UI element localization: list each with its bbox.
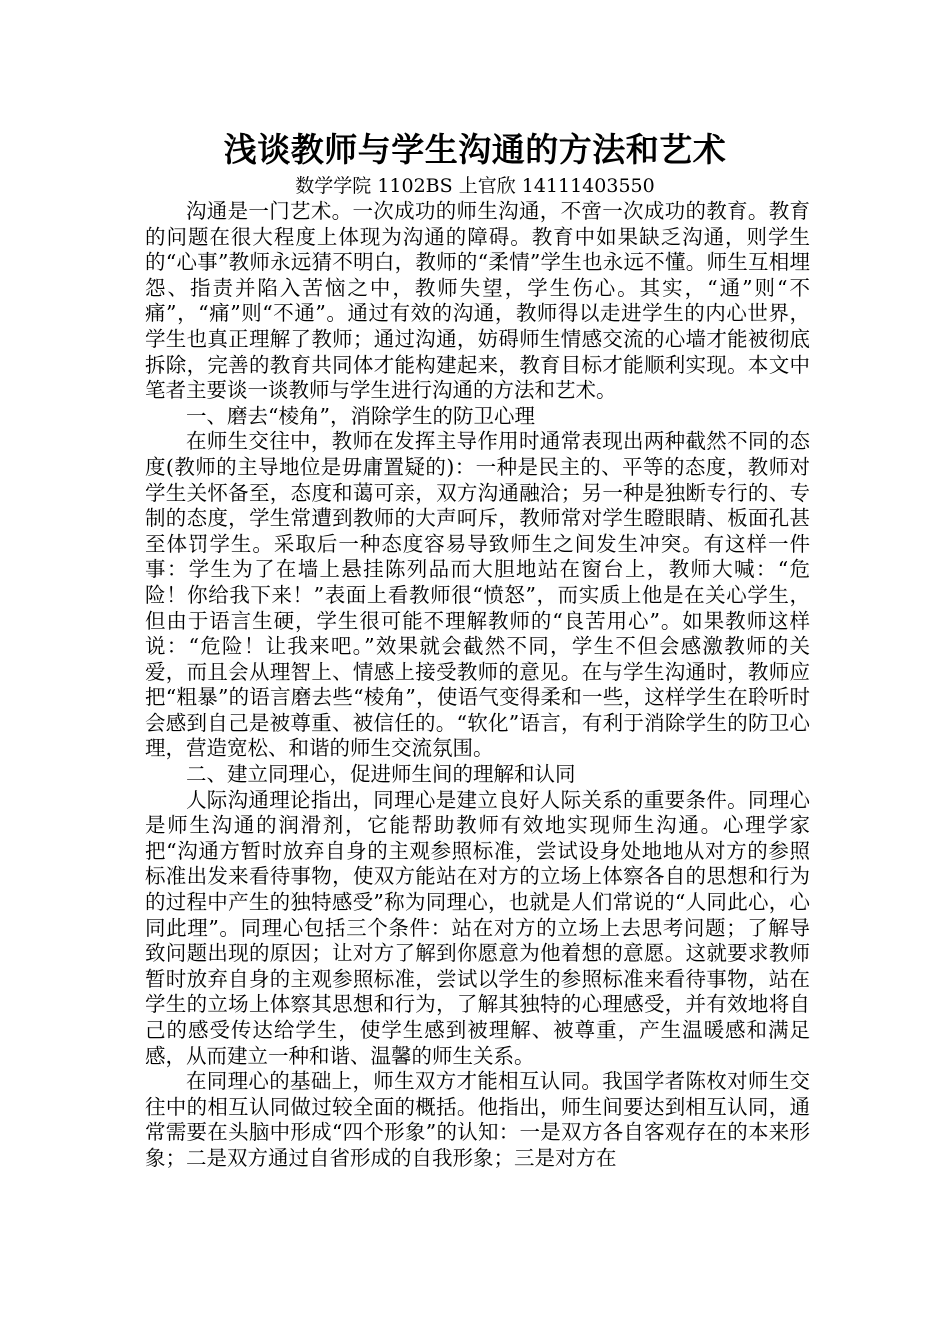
body-paragraph: 沟通是一门艺术。一次成功的师生沟通，不啻一次成功的教育。教育的问题在很大程度上体现为沟通的障碍。教育中如果缺乏沟通，则学生的“心事”教师永远猜不明白，教师的“柔情”学生也永远不懂。师生互相埋怨、指责并陷入苦恼之中，教师失望，学生伤心。其实，“通”则“不痛”，“痛”则“不通”。通过有效的沟通，教师得以走进学生的内心世界，学生也真正理解了教师；通过沟通，妨碍师生情感交流的心墙才能被彻底拆除，完善的教育共同体才能构建起来，教育目标才能顺利实现。本文中笔者主要谈一谈教师与学生进行沟通的方法和艺术。 — [145, 199, 810, 403]
document-body — [145, 199, 810, 1172]
document-title: 浅谈教师与学生沟通的方法和艺术 — [223, 130, 727, 169]
section-heading: 一、磨去“棱角”，消除学生的防卫心理 — [186, 403, 535, 428]
author-byline: 数学学院 1102BS 上官欣 14111403550 — [295, 175, 655, 197]
section-heading: 二、建立同理心，促进师生间的理解和认同 — [186, 762, 576, 787]
body-paragraph: 在同理心的基础上，师生双方才能相互认同。我国学者陈枚对师生交往中的相互认同做过较全面的概括。他指出，师生间要达到相互认同，通常需要在头脑中形成“四个形象”的认知：一是双方各自客观存在的本来形象；二是双方通过自省形成的自我形象；三是对方在 — [145, 1069, 810, 1170]
body-paragraph: 人际沟通理论指出，同理心是建立良好人际关系的重要条件。同理心是师生沟通的润滑剂，它能帮助教师有效地实现师生沟通。心理学家把“沟通方暂时放弃自身的主观参照标准，尝试设身处地地从对方的参照标准出发来看待事物，使双方能站在对方的立场上体察各自的思想和行为的过程中产生的独特感受”称为同理心，也就是人们常说的“人同此心，心同此理”。同理心包括三个条件：站在对方的立场上去思考问题；了解导致问题出现的原因；让对方了解到你愿意为他着想的意愿。这就要求教师暂时放弃自身的主观参照标准，尝试以学生的参照标准来看待事物，站在学生的立场上体察其思想和行为，了解其独特的心理感受，并有效地将自己的感受传达给学生，使学生感到被理解、被尊重，产生温暖感和满足感，从而建立一种和谐、温馨的师生关系。 — [145, 787, 810, 1068]
body-paragraph: 在师生交往中，教师在发挥主导作用时通常表现出两种截然不同的态度(教师的主导地位是毋庸置疑的)：一种是民主的、平等的态度，教师对学生关怀备至，态度和蔼可亲，双方沟通融洽；另一种是独断专行的、专制的态度，学生常遭到教师的大声呵斥，教师常对学生瞪眼睛、板面孔甚至体罚学生。采取后一种态度容易导致师生之间发生冲突。有这样一件事：学生为了在墙上悬挂陈列品而大胆地站在窗台上，教师大喊：“危险！你给我下来！”表面上看教师很“愤怒”，而实质上他是在关心学生，但由于语言生硬，学生很可能不理解教师的“良苦用心”。如果教师这样说：“危险！让我来吧。”效果就会截然不同，学生不但会感激教师的关爱，而且会从理智上、情感上接受教师的意见。在与学生沟通时，教师应把“粗暴”的语言磨去些“棱角”，使语气变得柔和一些，这样学生在聆听时会感到自己是被尊重、被信任的。“软化”语言，有利于消除学生的防卫心理，营造宽松、和谐的师生交流氛围。 — [145, 429, 810, 761]
